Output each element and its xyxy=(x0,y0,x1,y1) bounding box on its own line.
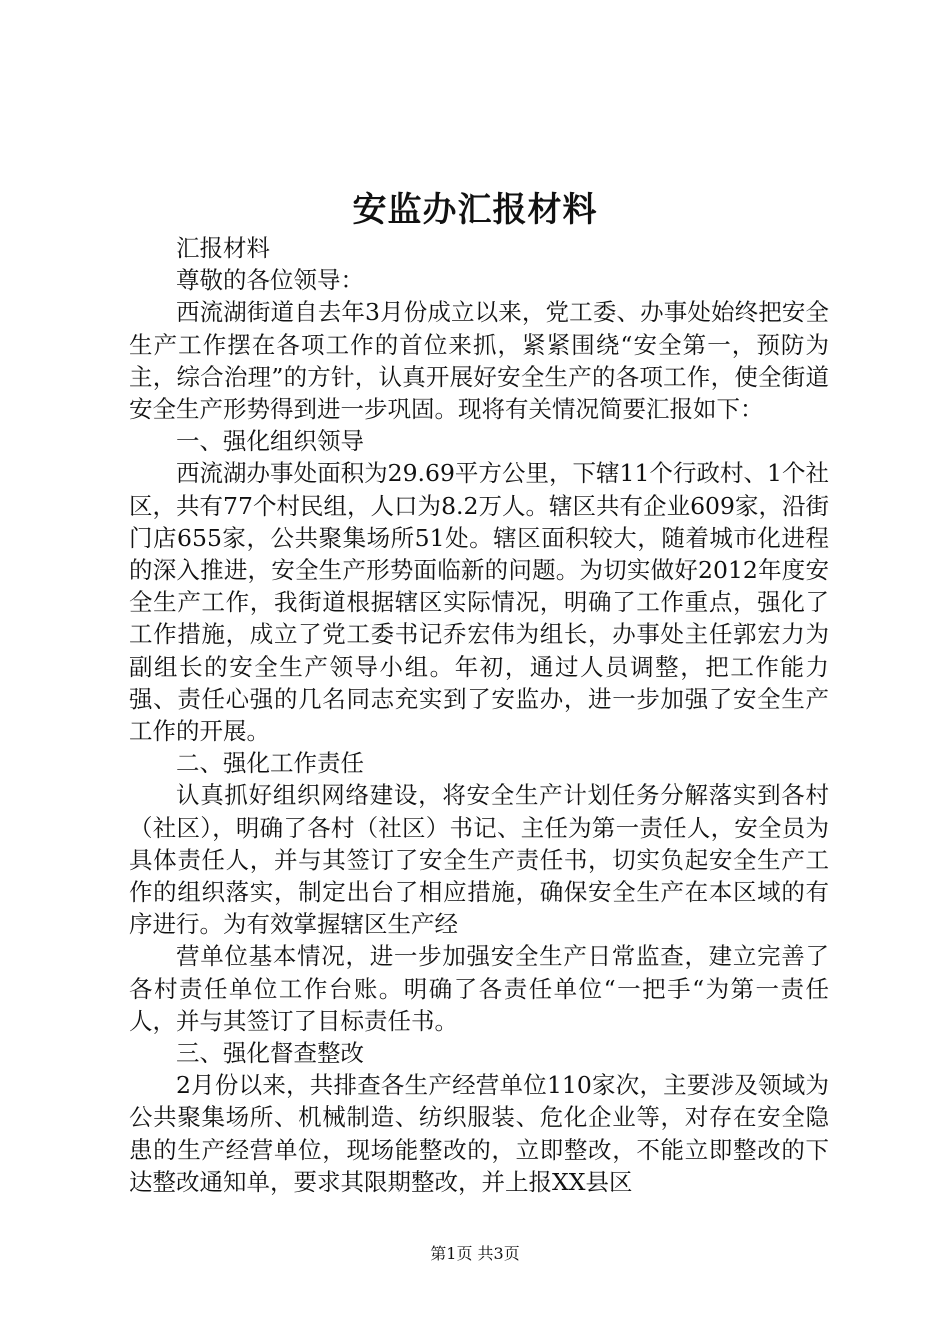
section-heading-1: 一、强化组织领导 xyxy=(176,427,364,456)
section-heading-3: 三、强化督查整改 xyxy=(176,1039,364,1068)
paragraph-section-3: 2月份以来，共排查各生产经营单位110家次，主要涉及领域为公共聚集场所、机械制造、纺织服装、危化企业等，对存在安全隐患的生产经营单位，现场能整改的，立即整改，不能立即整改的下达整改通知单，要求其限期整改，并上报XX县区 xyxy=(129,1071,829,1196)
paragraph-section-2b: 营单位基本情况，进一步加强安全生产日常监查，建立完善了各村责任单位工作台账。明确了各责任单位“一把手“为第一责任人，并与其签订了目标责任书。 xyxy=(129,942,829,1035)
document-title: 安监办汇报材料 xyxy=(352,190,598,230)
paragraph-heading-label: 汇报材料 xyxy=(176,234,270,262)
paragraph-section-2a: 认真抓好组织网络建设，将安全生产计划任务分解落实到各村（社区），明确了各村（社区）书记、主任为第一责任人，安全员为具体责任人，并与其签订了安全生产责任书，切实负起安全生产工作的组织落实，制定出台了相应措施，确保安全生产在本区域的有序进行。为有效掌握辖区生产经 xyxy=(129,781,829,939)
paragraph-intro: 西流湖街道自去年3月份成立以来，党工委、办事处始终把安全生产工作摆在各项工作的首位来抓，紧紧围绕“安全第一，预防为主，综合治理”的方针，认真开展好安全生产的各项工作，使全街道安全生产形势得到进一步巩固。现将有关情况简要汇报如下： xyxy=(129,298,829,424)
document-body xyxy=(129,232,829,1198)
page-footer: 第1页 共3页 xyxy=(430,1244,520,1263)
paragraph-salutation: 尊敬的各位领导： xyxy=(176,266,364,295)
section-heading-2: 二、强化工作责任 xyxy=(176,749,364,778)
paragraph-section-1: 西流湖办事处面积为29.69平方公里，下辖11个行政村、1个社区，共有77个村民组，人口为8.2万人。辖区共有企业609家，沿街门店655家，公共聚集场所51处。辖区面积较大，随着城市化进程的深入推进，安全生产形势面临新的问题。为切实做好2012年度安全生产工作，我街道根据辖区实际情况，明确了工作重点，强化了工作措施，成立了党工委书记乔宏伟为组长，办事处主任郭宏力为副组长的安全生产领导小组。年初，通过人员调整，把工作能力强、责任心强的几名同志充实到了安监办，进一步加强了安全生产工作的开展。 xyxy=(129,459,829,746)
